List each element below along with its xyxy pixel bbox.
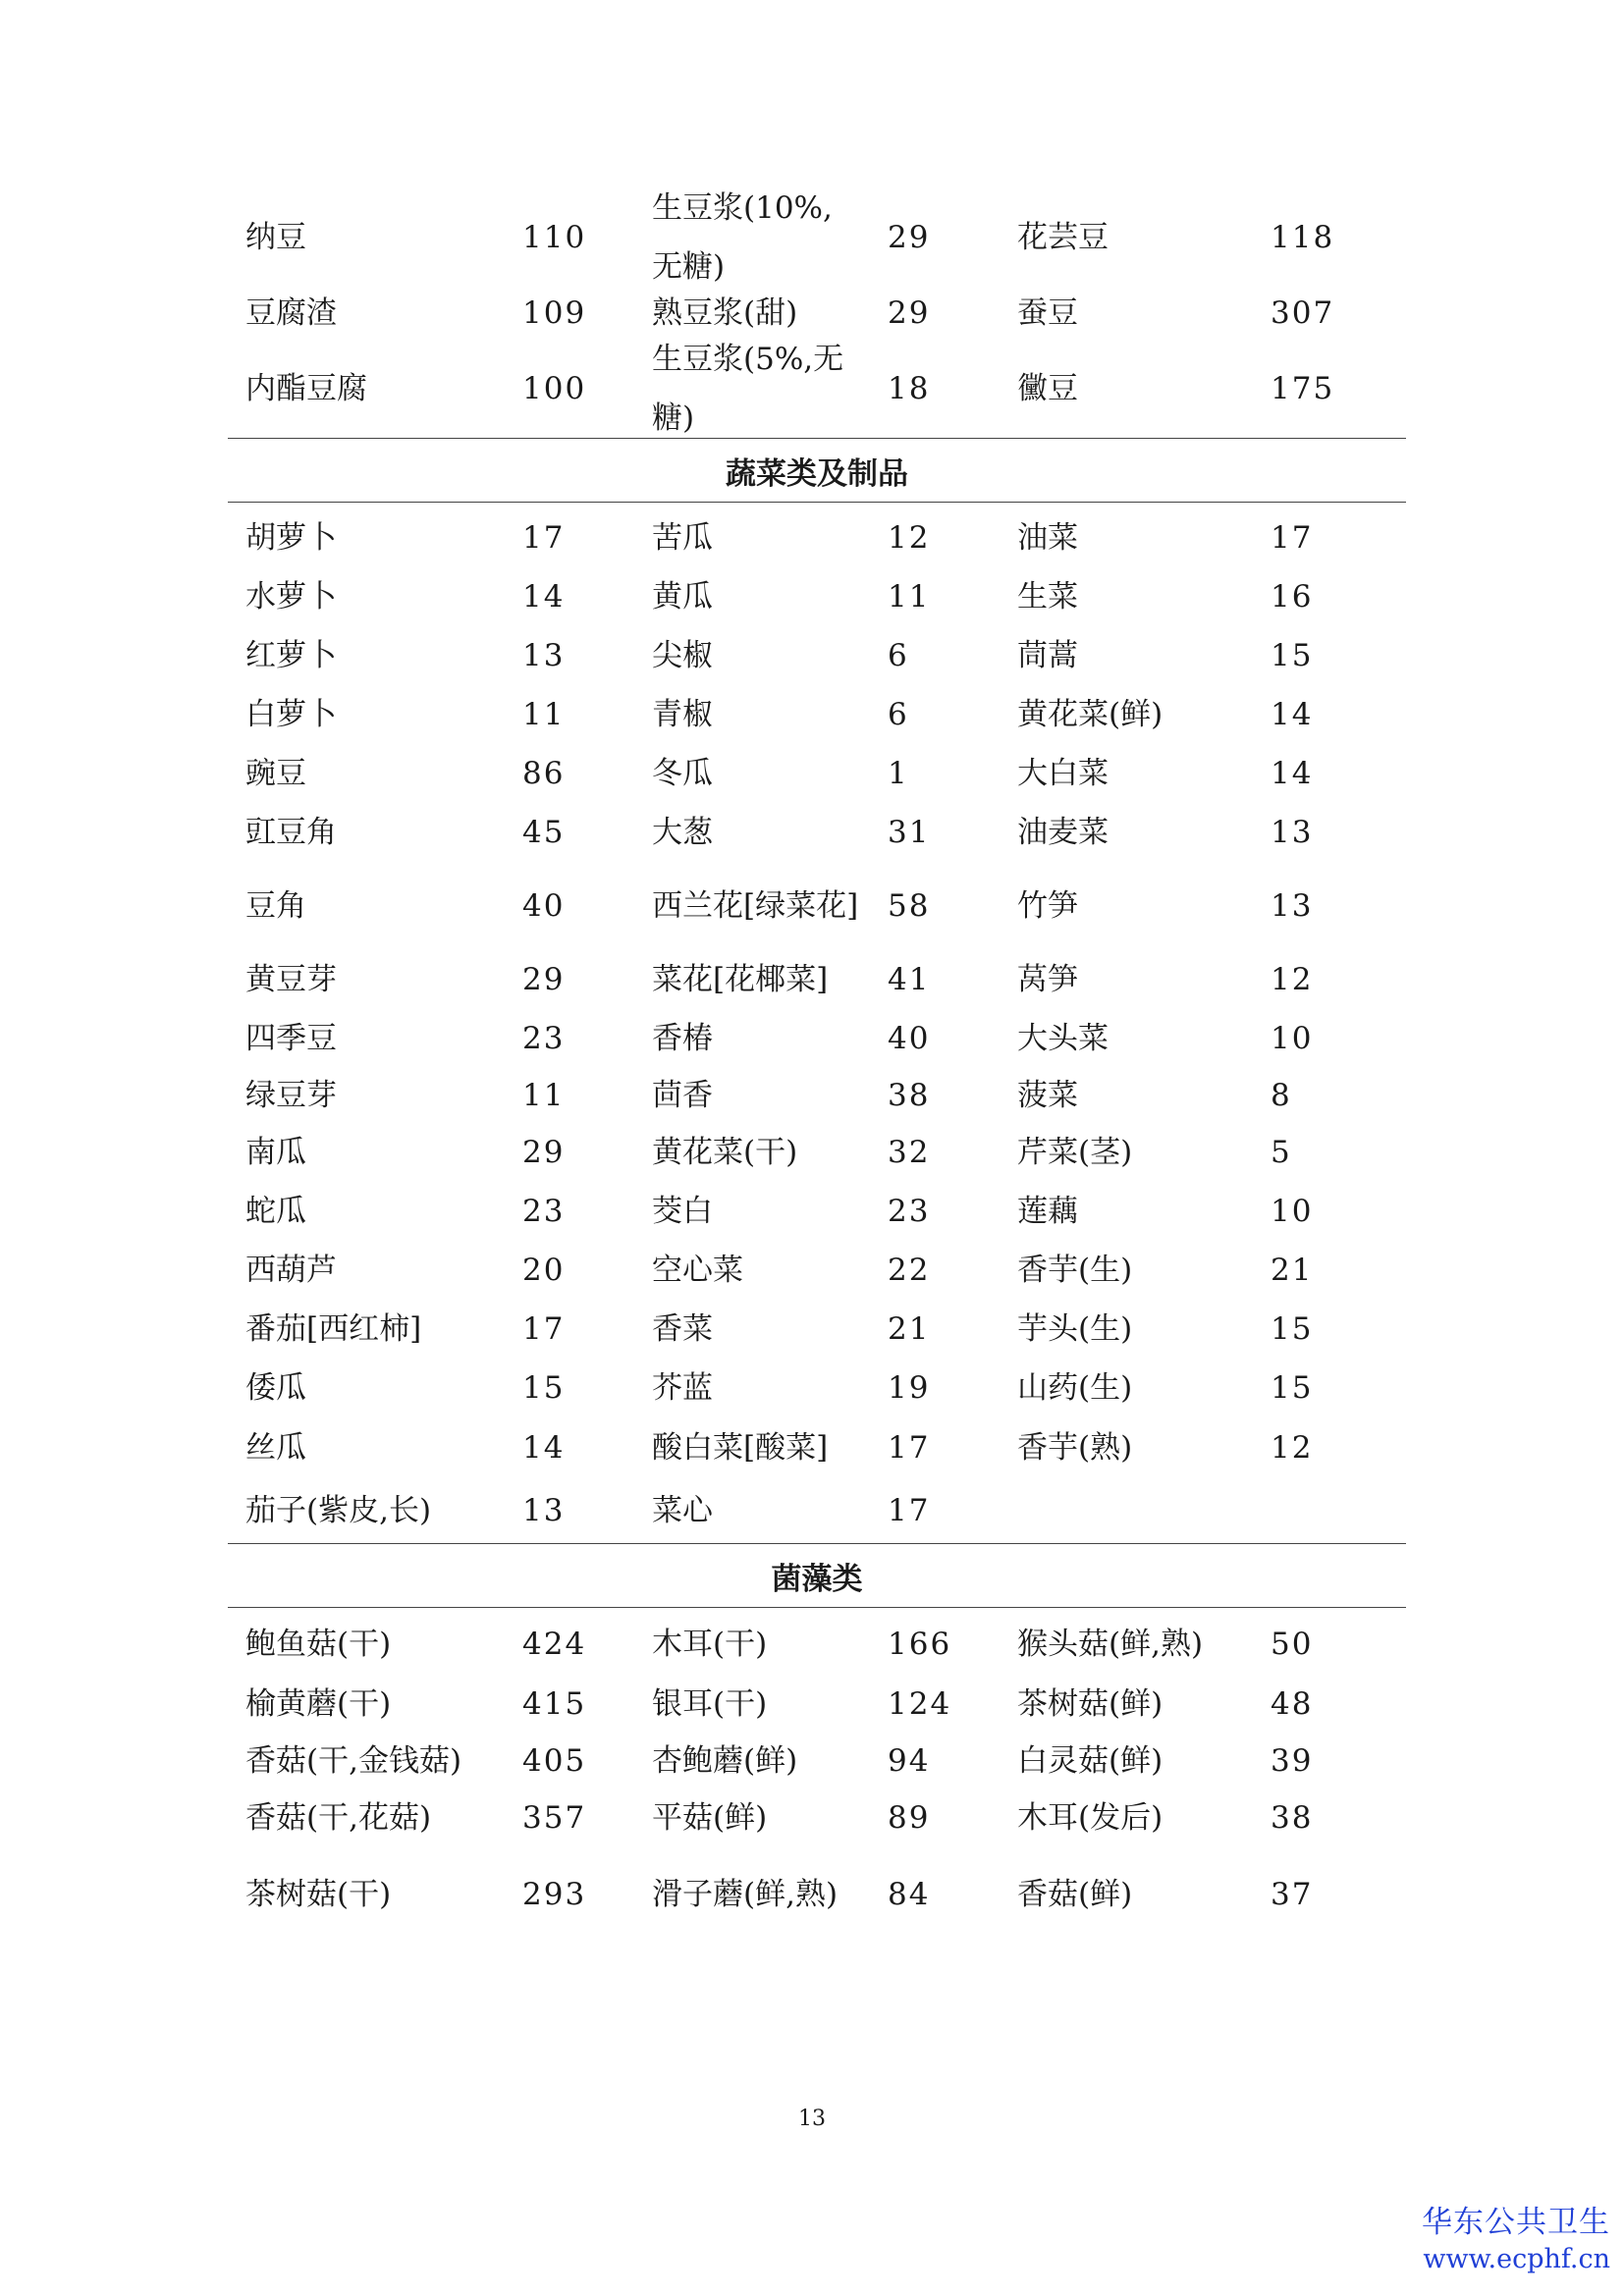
food-name: 油菜 (1017, 520, 1078, 556)
food-name: 茶树菇(鲜) (1017, 1686, 1164, 1722)
table-row (228, 1359, 1406, 1417)
food-name: 熟豆浆(甜) (652, 295, 798, 331)
food-value: 86 (522, 756, 566, 791)
table-row (228, 1068, 1406, 1123)
food-name: 木耳(干) (652, 1627, 768, 1662)
table-row (228, 508, 1406, 567)
food-value: 19 (888, 1370, 931, 1406)
food-name: 芋头(生) (1017, 1311, 1133, 1347)
food-value: 11 (522, 1078, 566, 1113)
food-name: 纳豆 (245, 220, 306, 255)
food-value: 15 (522, 1370, 566, 1406)
food-value: 22 (888, 1253, 931, 1288)
table-row (228, 803, 1406, 862)
food-name: 茴香 (652, 1078, 713, 1113)
food-name: 茶树菇(干) (245, 1877, 392, 1912)
food-value: 166 (888, 1627, 952, 1662)
food-value: 13 (522, 638, 566, 673)
food-value: 37 (1271, 1877, 1314, 1912)
food-value: 31 (888, 815, 931, 850)
food-name: 酸白菜[酸菜] (652, 1430, 829, 1466)
food-value: 357 (522, 1800, 587, 1836)
table-row (228, 344, 1406, 434)
food-value: 40 (522, 888, 566, 924)
food-value: 23 (522, 1021, 566, 1056)
food-value: 293 (522, 1877, 587, 1912)
table-row (228, 744, 1406, 803)
table-row (228, 1614, 1406, 1675)
watermark (1422, 2203, 1610, 2277)
food-name: 香菇(干,花菇) (245, 1800, 432, 1836)
food-value: 17 (1271, 520, 1314, 556)
food-name: 白灵菇(鲜) (1017, 1743, 1164, 1779)
food-name: 西葫芦 (245, 1253, 337, 1288)
food-name: 香菇(干,金钱菇) (245, 1743, 462, 1779)
food-name: 香芋(熟) (1017, 1430, 1133, 1466)
food-value: 17 (522, 1311, 566, 1347)
food-value: 39 (1271, 1743, 1314, 1779)
food-name: 青椒 (652, 697, 713, 732)
table-row (228, 1009, 1406, 1068)
food-name: 鲍鱼菇(干) (245, 1627, 392, 1662)
food-value: 12 (1271, 1430, 1314, 1466)
food-name (1017, 1478, 1253, 1543)
food-name: 黄瓜 (652, 579, 713, 614)
food-name: 茭白 (652, 1194, 713, 1229)
food-name: 豌豆 (245, 756, 306, 791)
food-value: 118 (1271, 220, 1335, 255)
food-name: 蛇瓜 (245, 1194, 306, 1229)
section-heading-vegetables: 蔬菜类及制品 (228, 438, 1406, 503)
food-name (652, 1847, 862, 1942)
food-value: 17 (888, 1493, 931, 1528)
food-value: 11 (522, 697, 566, 732)
food-name (652, 862, 862, 950)
food-value: 14 (522, 1430, 566, 1466)
food-name: 香菜 (652, 1311, 713, 1347)
food-name: 香椿 (652, 1021, 713, 1056)
food-value: 29 (522, 1135, 566, 1170)
watermark-url: www.ecphf.cn (1423, 2244, 1610, 2274)
food-value: 89 (888, 1800, 931, 1836)
table-row (228, 685, 1406, 744)
food-value: 40 (888, 1021, 931, 1056)
food-name: 大白菜 (1017, 756, 1109, 791)
food-value: 405 (522, 1743, 587, 1779)
food-value: 17 (888, 1430, 931, 1466)
food-name: 菠菜 (1017, 1078, 1078, 1113)
food-value: 29 (888, 220, 931, 255)
table-row (228, 1675, 1406, 1734)
table-row (228, 1789, 1406, 1847)
food-name: 猴头菇(鲜,熟) (1017, 1627, 1204, 1662)
food-name: 大葱 (652, 815, 713, 850)
food-name: 豆腐渣 (245, 295, 337, 331)
food-name: 莴笋 (1017, 962, 1078, 997)
food-name: 白萝卜 (245, 697, 337, 732)
food-name-text: 西兰花[绿菜花] (652, 888, 859, 924)
food-name: 莲藕 (1017, 1194, 1078, 1229)
food-value: 84 (888, 1877, 931, 1912)
food-name-text: 滑子蘑(鲜,熟) (652, 1877, 839, 1912)
food-value: 109 (522, 295, 587, 331)
food-value: 1 (888, 756, 909, 791)
food-value: 415 (522, 1686, 587, 1722)
food-value: 38 (1271, 1800, 1314, 1836)
table-row (228, 1123, 1406, 1182)
food-value: 23 (888, 1194, 931, 1229)
food-purine-table (228, 192, 1406, 1942)
food-name: 黴豆 (1017, 371, 1078, 406)
food-name: 菜心 (652, 1493, 713, 1528)
food-name: 茼蒿 (1017, 638, 1078, 673)
food-name: 芹菜(茎) (1017, 1135, 1133, 1170)
food-name: 豆角 (245, 888, 306, 924)
food-value: 424 (522, 1627, 587, 1662)
food-name: 四季豆 (245, 1021, 337, 1056)
food-value: 45 (522, 815, 566, 850)
food-name: 芥蓝 (652, 1370, 713, 1406)
food-value: 13 (522, 1493, 566, 1528)
food-name: 杏鲍蘑(鲜) (652, 1743, 798, 1779)
watermark-title: 华东公共卫生 (1422, 2205, 1610, 2240)
food-name: 冬瓜 (652, 756, 713, 791)
food-name: 香菇(鲜) (1017, 1877, 1133, 1912)
food-name: 水萝卜 (245, 579, 337, 614)
food-value: 5 (1271, 1135, 1292, 1170)
food-name: 茄子(紫皮,长) (245, 1493, 432, 1528)
food-name: 黄花菜(鲜) (1017, 697, 1164, 732)
food-name: 红萝卜 (245, 638, 337, 673)
food-name: 竹笋 (1017, 888, 1078, 924)
food-value: 18 (888, 371, 931, 406)
food-value: 8 (1271, 1078, 1292, 1113)
table-row (228, 950, 1406, 1009)
food-name: 苦瓜 (652, 520, 713, 556)
food-value: 16 (1271, 579, 1314, 614)
food-name: 花芸豆 (1017, 220, 1109, 255)
food-value: 13 (1271, 815, 1314, 850)
table-row (228, 1478, 1406, 1543)
food-name: 空心菜 (652, 1253, 743, 1288)
food-value: 21 (1271, 1253, 1314, 1288)
food-name: 木耳(发后) (1017, 1800, 1164, 1836)
food-value: 11 (888, 579, 931, 614)
food-value: 29 (888, 295, 931, 331)
food-value: 50 (1271, 1627, 1314, 1662)
food-name: 黄豆芽 (245, 962, 337, 997)
food-value: 21 (888, 1311, 931, 1347)
table-row (228, 1734, 1406, 1789)
food-value: 10 (1271, 1194, 1314, 1229)
food-value: 14 (522, 579, 566, 614)
food-name: 豇豆角 (245, 815, 337, 850)
food-value: 6 (888, 638, 909, 673)
food-name: 榆黄蘑(干) (245, 1686, 392, 1722)
food-value: 12 (888, 520, 931, 556)
food-value: 12 (1271, 962, 1314, 997)
food-value: 32 (888, 1135, 931, 1170)
food-value: 15 (1271, 1370, 1314, 1406)
table-row (228, 192, 1406, 283)
table-row (228, 1300, 1406, 1359)
table-row (228, 1417, 1406, 1478)
food-name: 内酯豆腐 (245, 371, 367, 406)
table-row (228, 1241, 1406, 1300)
food-name (652, 192, 862, 283)
food-value: 14 (1271, 756, 1314, 791)
table-row (228, 1182, 1406, 1241)
food-name-text: 生豆浆(5%,无糖) (652, 342, 844, 436)
food-value: 15 (1271, 638, 1314, 673)
food-name: 黄花菜(干) (652, 1135, 798, 1170)
table-row (228, 626, 1406, 685)
food-name: 银耳(干) (652, 1686, 768, 1722)
food-value: 29 (522, 962, 566, 997)
table-row (228, 567, 1406, 626)
table-row (228, 1847, 1406, 1942)
food-value: 307 (1271, 295, 1335, 331)
food-name: 倭瓜 (245, 1370, 306, 1406)
food-value: 48 (1271, 1686, 1314, 1722)
food-name: 油麦菜 (1017, 815, 1109, 850)
food-name: 平菇(鲜) (652, 1800, 768, 1836)
food-value: 110 (522, 220, 587, 255)
food-value: 100 (522, 371, 587, 406)
food-value: 17 (522, 520, 566, 556)
page-number: 13 (798, 2107, 826, 2131)
food-value: 175 (1271, 371, 1335, 406)
food-name: 南瓜 (245, 1135, 306, 1170)
food-name: 胡萝卜 (245, 520, 337, 556)
food-name (652, 344, 862, 434)
food-name: 番茄[西红柿] (245, 1311, 422, 1347)
food-value: 38 (888, 1078, 931, 1113)
food-value: 58 (888, 888, 931, 924)
food-name: 生菜 (1017, 579, 1078, 614)
food-value: 15 (1271, 1311, 1314, 1347)
table-row (228, 862, 1406, 950)
food-value: 20 (522, 1253, 566, 1288)
food-value: 10 (1271, 1021, 1314, 1056)
food-value: 14 (1271, 697, 1314, 732)
section-heading-fungi: 菌藻类 (228, 1543, 1406, 1608)
food-name: 大头菜 (1017, 1021, 1109, 1056)
food-name: 菜花[花椰菜] (652, 962, 829, 997)
food-value: 94 (888, 1743, 931, 1779)
food-value (1271, 1478, 1369, 1543)
food-value: 6 (888, 697, 909, 732)
food-value: 41 (888, 962, 931, 997)
food-name: 尖椒 (652, 638, 713, 673)
food-name: 丝瓜 (245, 1430, 306, 1466)
food-name: 蚕豆 (1017, 295, 1078, 331)
food-name-text: 生豆浆(10%,无糖) (652, 190, 833, 285)
food-value: 124 (888, 1686, 952, 1722)
food-name: 绿豆芽 (245, 1078, 337, 1113)
food-value: 13 (1271, 888, 1314, 924)
food-name: 香芋(生) (1017, 1253, 1133, 1288)
food-value: 23 (522, 1194, 566, 1229)
food-name: 山药(生) (1017, 1370, 1133, 1406)
